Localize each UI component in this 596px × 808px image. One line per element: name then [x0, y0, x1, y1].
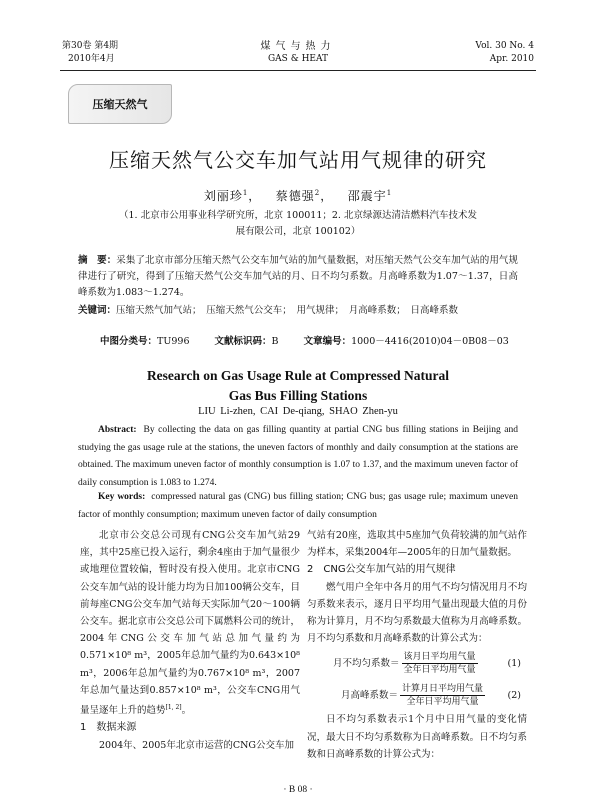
citation-mark: [1, 2] — [165, 704, 182, 712]
doc-code-value: B — [271, 336, 279, 347]
column-tag: 压缩天然气 — [68, 84, 172, 124]
fraction-numerator: 该月日平均用气量 — [403, 651, 476, 662]
publication-date-en: Apr. 2010 — [489, 54, 534, 64]
fraction-denominator: 全年日平均用气量 — [403, 664, 476, 675]
equation-1 — [307, 647, 527, 679]
volume-issue-en: Vol. 30 No. 4 — [475, 41, 534, 51]
body-paragraph: 燃气用户全年中各月的用气不均匀情况用月不均匀系数来表示，逐月日平均用气量出现最大值的月份称为计算月，月不均匀系数最大值称为月高峰系数。月不均匀系数和月高峰系数的计算公式为： — [307, 581, 527, 645]
paragraph-text: 北京市公交总公司现有CNG公交车加气站29座，其中25座已投入运行，剩余4座由于加气量很少或地理位置较偏，暂时没有投入使用。北京市CNG公交车加气站的设计能力均为日加100辆公交车，目前每座CNG公交车加气站每天实际加气20～100辆公交车。据北京市公交总公司下属燃料公司的统计，2004年CNG公交车加气站总加气量约为0.571×10⁸ m³，2005年总加气量约为0.643×10⁸ m³，2006年总加气量约为0.767×10⁸ m³，2007年总加气量达到0.857×10⁸ m³，公交车CNG用气量呈逐年上升的趋势 — [80, 530, 300, 717]
author-affiliation-mark: 2 — [314, 189, 321, 197]
clc-label: 中图分类号： — [100, 336, 158, 347]
body-paragraph: 气站有20座，选取其中5座加气负荷较满的加气站作为样本，采集2004年—2005年的日加气量数据。 — [307, 530, 527, 559]
page-number: · B 08 · — [283, 785, 313, 795]
journal-name-en: GAS & HEAT — [267, 54, 329, 64]
abstract-label-en: Abstract: — [98, 425, 137, 435]
section-heading: 1 数据来源 — [80, 722, 137, 734]
abstract-cn — [78, 253, 518, 301]
abstract-label-cn: 摘 要： — [78, 255, 117, 266]
section-heading: 2 CNG公交车加气站的用气规律 — [307, 564, 456, 576]
journal-name-cn: 煤气与热力 — [260, 41, 336, 52]
abstract-en — [78, 422, 518, 492]
keywords-en — [78, 489, 518, 524]
paper-title-cn: 压缩天然气公交车加气站用气规律的研究 — [109, 148, 487, 172]
equation-lhs: 月不均匀系数＝ — [333, 657, 400, 669]
fraction-denominator: 全年日平均用气量 — [406, 696, 479, 707]
abstract-text-en: By collecting the data on gas filling quantity at partial CNG bus filling stations in Beijing and studying the gas usage rule at the stations, the uneven factors of monthly and daily consumption at the stations are obtained. The maximum uneven factor of monthly consumption is 1.07 to 1.37, and the maximum uneven factor of daily consumption is 1.083 to 1.274. — [78, 425, 518, 488]
article-number-label: 文章编号： — [303, 336, 352, 347]
keywords-text-cn: 压缩天然气加气站； 压缩天然气公交车； 用气规律； 月高峰系数； 日高峰系数 — [116, 305, 459, 316]
author-affiliation-mark: 1 — [386, 189, 393, 197]
body-column-right — [307, 527, 527, 763]
keywords-text-en: compressed natural gas (CNG) bus filling station; CNG bus; gas usage rule; maximum uneven factor of monthly consumption; maximum uneven factor of daily consumption — [78, 492, 519, 520]
doc-code-label: 文献标识码： — [214, 336, 272, 347]
equation-number: (2) — [507, 689, 521, 701]
abstract-text-cn: 采集了北京市部分压缩天然气公交车加气站的加气量数据，对压缩天然气公交车加气站的用气规律进行了研究，得到了压缩天然气公交车加气站的月、日不均匀系数。月高峰系数为1.07～1.37，日高峰系数为1.083～1.274。 — [78, 255, 518, 298]
clc-value: TU996 — [157, 336, 190, 347]
paper-title-en-line: Research on Gas Usage Rule at Compressed Natural — [146, 368, 450, 383]
paper-title-en — [0, 366, 596, 406]
equation-lhs: 月高峰系数＝ — [341, 689, 399, 701]
article-number-value: 1000－4416(2010)04－0B08－03 — [351, 336, 509, 347]
body-paragraph — [80, 527, 300, 719]
authors-cn: 刘丽珍$^1$， 蔡德强$^2$， 邵震宇$^1$ — [203, 189, 393, 203]
publication-date-cn: 2010年4月 — [68, 54, 115, 64]
keywords-cn — [78, 303, 518, 319]
author-affiliation-mark: 1 — [242, 189, 249, 197]
volume-issue: 第30卷 第4期 — [62, 41, 119, 51]
paragraph-end: 。 — [181, 705, 192, 717]
body-paragraph: 2004年、2005年北京市运营的CNG公交车加 — [99, 739, 295, 751]
keywords-label-cn: 关键词： — [78, 305, 117, 316]
keywords-label-en: Key words: — [98, 492, 146, 502]
equation-fraction — [402, 651, 478, 676]
fraction-numerator: 计算月日平均用气量 — [402, 683, 484, 694]
classification-line — [100, 335, 509, 349]
author-name: 刘丽珍 — [203, 189, 243, 203]
journal-volume-info-en — [475, 40, 534, 66]
paper-title-en-line: Gas Bus Filling Stations — [228, 388, 368, 403]
author-name: 邵震宇 — [347, 189, 387, 203]
author-name: 蔡德强 — [275, 189, 315, 203]
body-paragraph: 日不均匀系数表示1个月中日用气量的变化情况，最大日不均匀系数称为日高峰系数。日不均匀系数和日高峰系数的计算公式为： — [307, 714, 527, 760]
equation-2 — [307, 679, 527, 711]
affiliation-cn: （1. 北京市公用事业科学研究所，北京 100011；2. 北京绿源达清洁燃料汽车技术发展有限公司，北京 100102） — [119, 210, 477, 237]
authors-en: LIU Li-zhen, CAI De-qiang, SHAO Zhen-yu — [198, 406, 398, 417]
equation-fraction — [400, 683, 485, 708]
equation-number: (1) — [507, 657, 521, 669]
body-column-left — [80, 527, 300, 754]
header-rule — [60, 70, 536, 71]
